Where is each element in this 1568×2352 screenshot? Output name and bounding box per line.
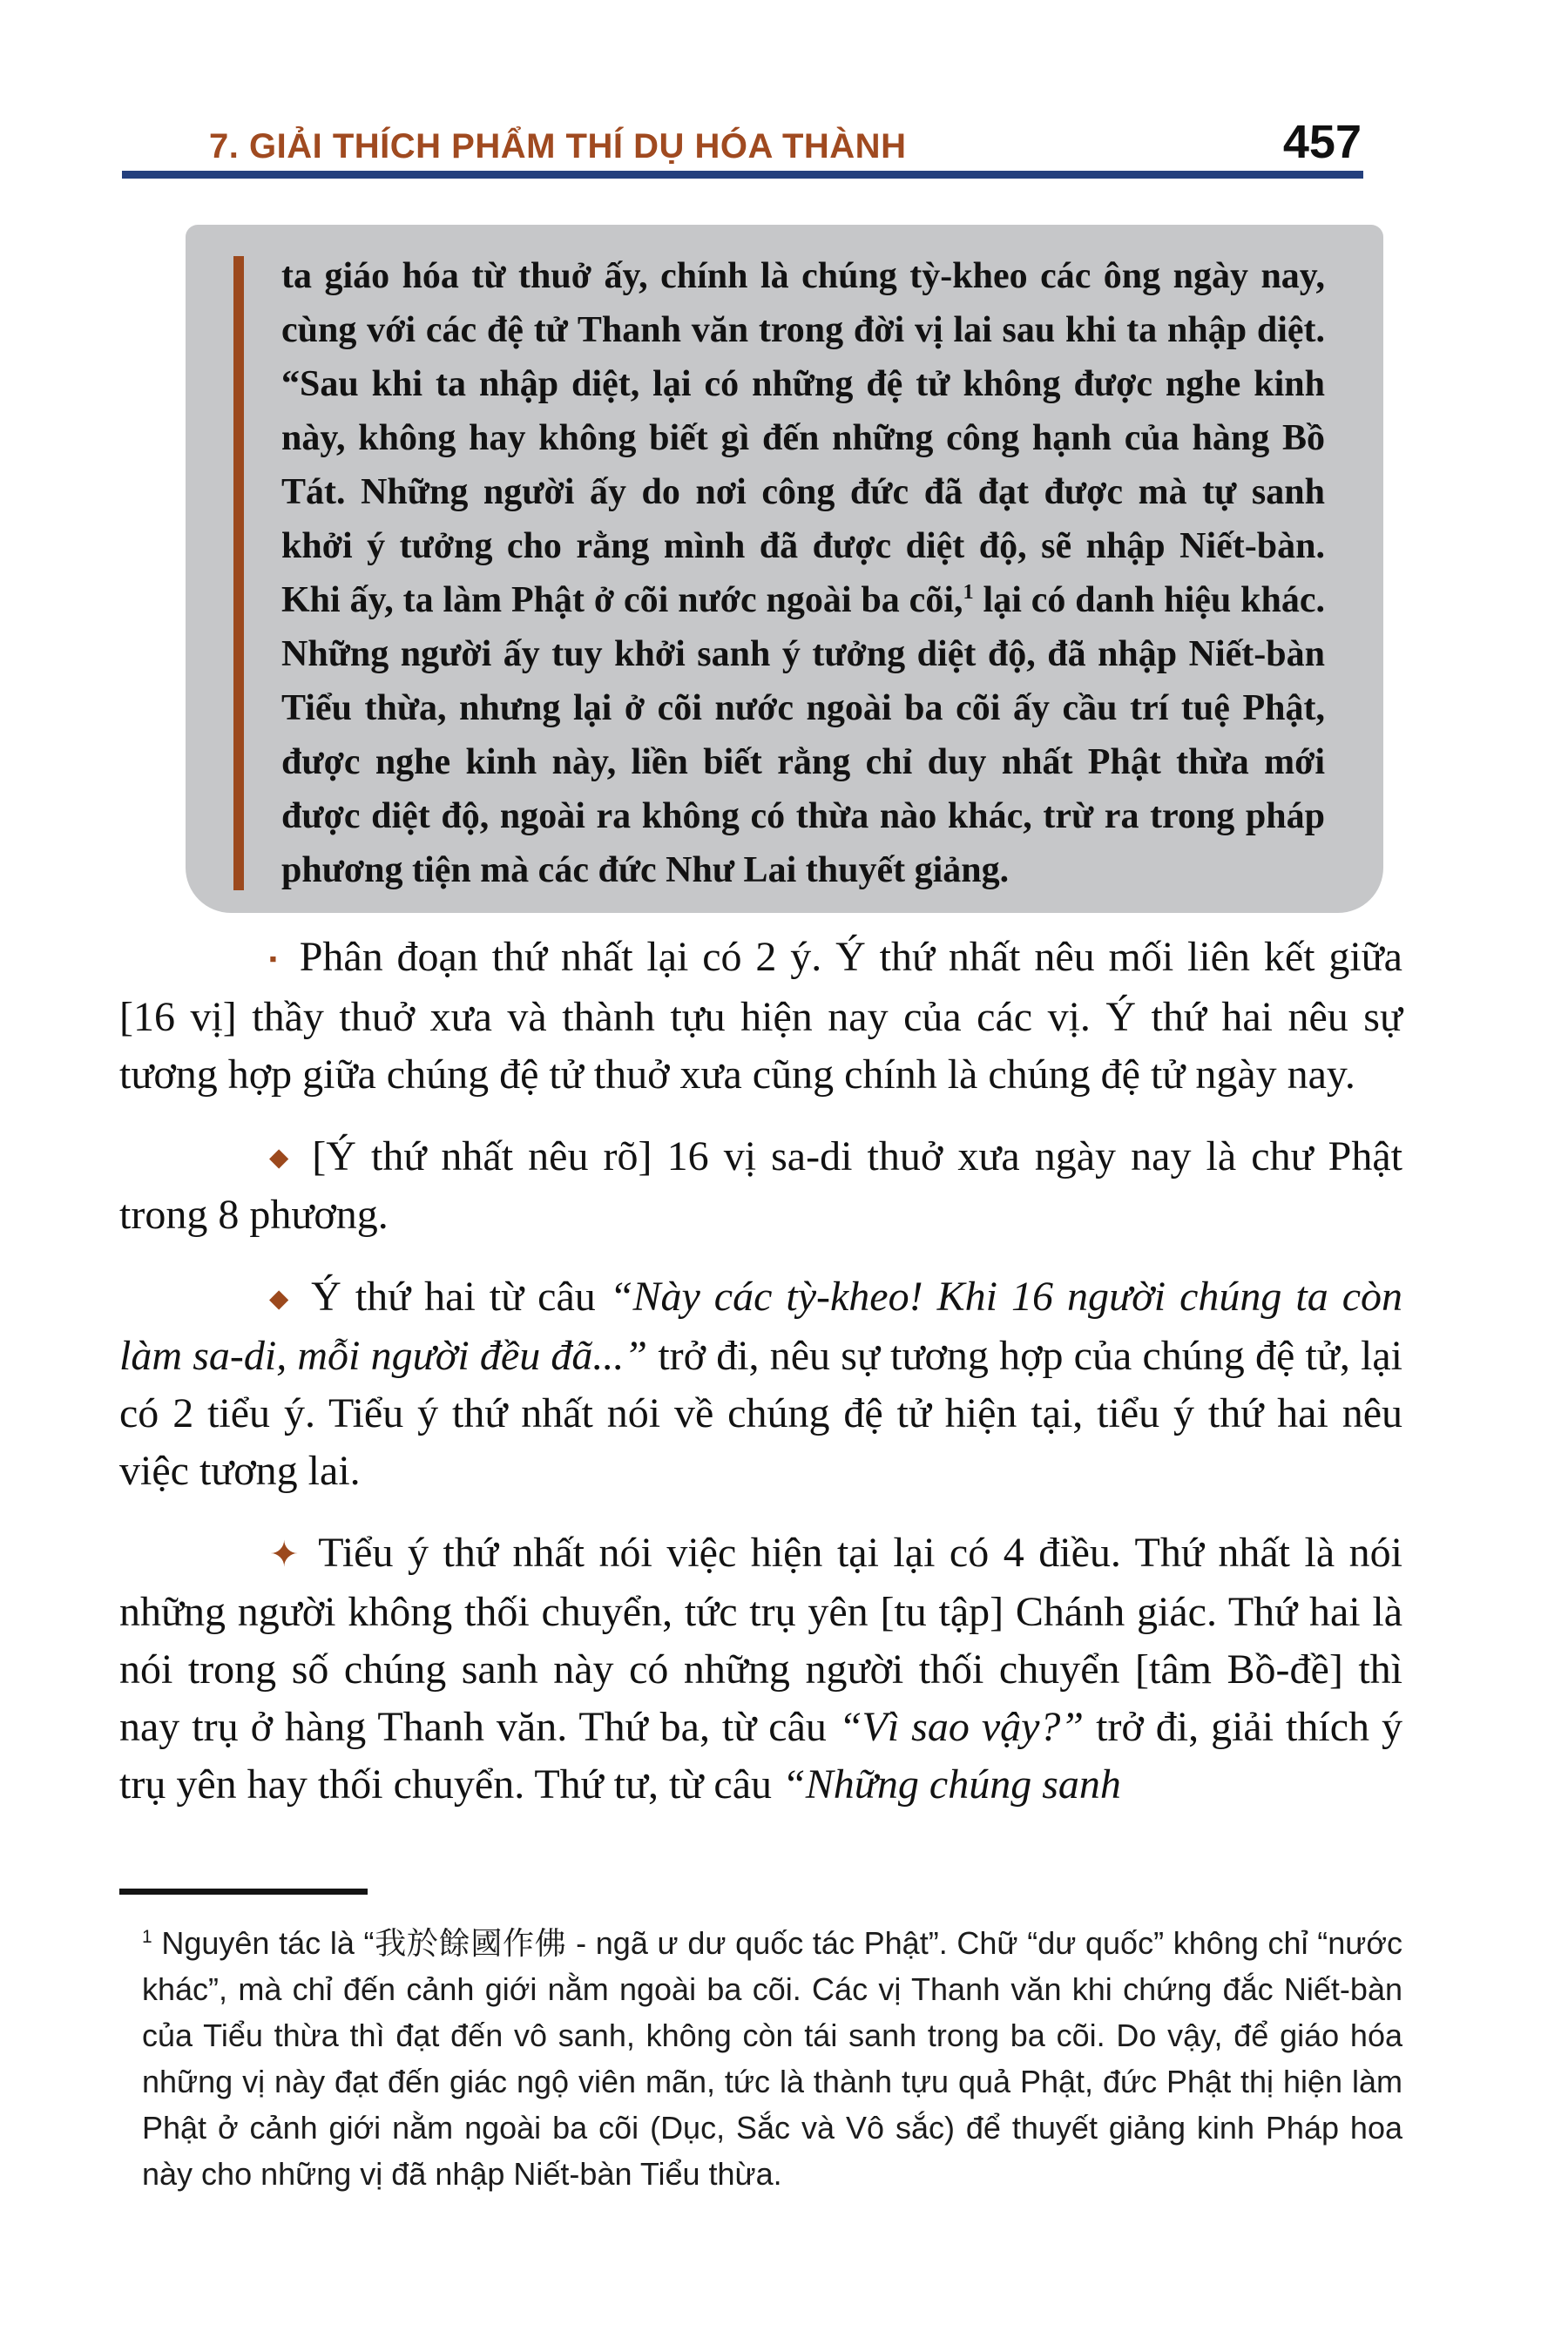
commentary-paragraph bbox=[119, 1128, 1402, 1245]
footnote-text: $^1$ Nguyên tác là “我於餘國作佛 - ngã ư dư quốc tác Phật”. Chữ “dư quốc” không chỉ “nước khác”, mà chỉ đến cảnh giới nằm ngoài ba cõi. Các vị Thanh văn khi chứng đắc Niết-bàn của Tiểu thừa thì đạt đến vô sanh, không còn tái sanh trong ba cõi. Do vậy, để giáo hóa những vị này đạt đến giác ngộ viên mãn, tức là thành tựu quả Phật, đức Phật thị hiện làm Phật ở cảnh giới nằm ngoài ba cõi (Dục, Sắc và Vô sắc) để thuyết giảng kinh Pháp hoa này cho những vị đã nhập Niết-bàn Tiểu thừa. bbox=[142, 1925, 1402, 2192]
commentary-paragraph bbox=[119, 1268, 1402, 1500]
commentary-paragraph bbox=[119, 929, 1402, 1104]
scripture-quote-text: ta giáo hóa từ thuở ấy, chính là chúng tỳ-kheo các ông ngày nay, cùng với các đệ tử Thanh văn trong đời vị lai sau khi ta nhập diệt. “Sau khi ta nhập diệt, lại có những đệ tử không được nghe kinh này, không hay không biết gì đến những công hạnh của hàng Bồ Tát. Những người ấy do nơi công đức đã đạt được mà tự sanh khởi ý tưởng cho rằng mình đã được diệt độ, sẽ nhập Niết-bàn. Khi ấy, ta làm Phật ở cõi nước ngoài ba cõi,$^1$ lại có danh hiệu khác. Những người ấy tuy khởi sanh ý tưởng diệt độ, đã nhập Niết-bàn Tiểu thừa, nhưng lại ở cõi nước ngoài ba cõi ấy cầu trí tuệ Phật, được nghe kinh này, liền biết rằng chỉ duy nhất Phật thừa mới được diệt độ, ngoài ra không có thừa nào khác, trừ ra trong pháp phương tiện mà các đức Như Lai thuyết giảng. bbox=[281, 256, 1325, 890]
header-divider bbox=[122, 171, 1363, 179]
commentary-paragraph bbox=[119, 1524, 1402, 1813]
footnote-divider bbox=[119, 1889, 368, 1895]
quote-left-bar bbox=[233, 256, 244, 890]
scripture-quote-box bbox=[186, 225, 1383, 913]
bullet-diamond-icon: ◆ bbox=[269, 1144, 294, 1173]
chapter-header-title: 7. GIẢI THÍCH PHẨM THÍ DỤ HÓA THÀNH bbox=[209, 127, 907, 166]
bullet-diamond-icon: ◆ bbox=[269, 1285, 293, 1314]
paragraph-text: Ý thứ hai từ câu “Này các tỳ-kheo! Khi 16 người chúng ta còn làm sa-di, mỗi người đều đã...” trở đi, nêu sự tương hợp của chúng đệ tử, lại có 2 tiểu ý. Tiểu ý thứ nhất nói về chúng đệ tử hiện tại, tiểu ý thứ hai nêu việc tương lai. bbox=[119, 1274, 1403, 1495]
paragraph-text: [Ý thứ nhất nêu rõ] 16 vị sa-di thuở xưa ngày nay là chư Phật trong 8 phương. bbox=[119, 1132, 1403, 1239]
bullet-star-icon: ✦ bbox=[269, 1534, 300, 1574]
paragraph-text: Phân đoạn thứ nhất lại có 2 ý. Ý thứ nhất nêu mối liên kết giữa [16 vị] thầy thuở xưa và thành tựu hiện nay của các vị. Ý thứ hai nêu sự tương hợp giữa chúng đệ tử thuở xưa cũng chính là chúng đệ tử ngày nay. bbox=[119, 934, 1402, 1098]
page-number: 457 bbox=[1282, 116, 1362, 168]
commentary-body bbox=[119, 929, 1402, 1838]
bullet-square-icon: ▪ bbox=[269, 947, 280, 971]
paragraph-text: Tiểu ý thứ nhất nói việc hiện tại lại có 4 điều. Thứ nhất là nói những người không thối chuyển, tức trụ yên [tu tập] Chánh giác. Thứ hai là nói trong số chúng sanh này có những người thối chuyển [tâm Bồ-đề] thì nay trụ ở hàng Thanh văn. Thứ ba, từ câu “Vì sao vậy?” trở đi, giải thích ý trụ yên hay thối chuyển. Thứ tư, từ câu “Những chúng sanh bbox=[119, 1530, 1402, 1808]
